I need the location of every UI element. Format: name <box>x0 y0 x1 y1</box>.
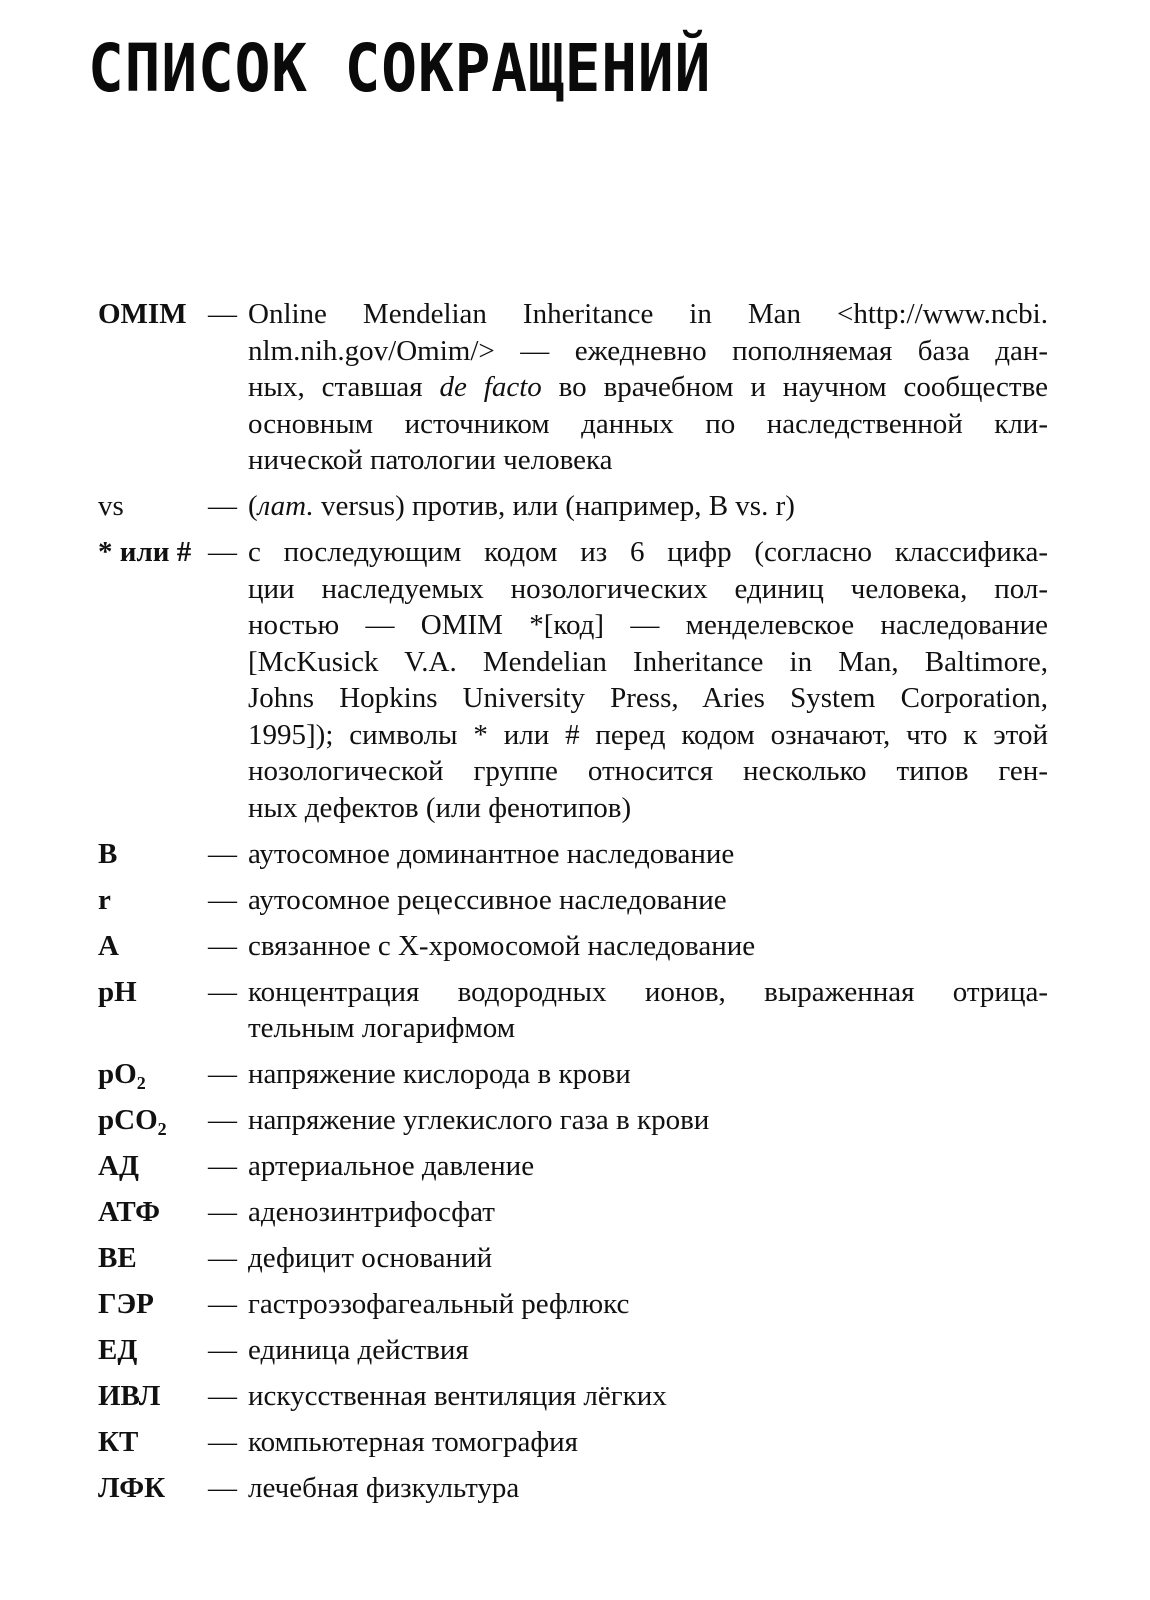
abbreviation-term: КТ <box>98 1426 139 1458</box>
definition-line: основным источником данных по наследственной кли- <box>248 407 1048 440</box>
abbreviation-definition: лечебная физкультура <box>248 1472 520 1504</box>
definition-text: ных, ставшая <box>248 371 440 403</box>
abbreviation-term: АД <box>98 1150 139 1182</box>
definition-line: нозологической группе относится несколько типов ген- <box>248 755 1048 787</box>
entry-dash: — <box>208 1058 237 1090</box>
abbreviation-entry-pco2 <box>98 1102 1048 1139</box>
abbreviation-term <box>98 1056 208 1093</box>
entry-dash: — <box>208 1104 237 1136</box>
entry-dash: — <box>208 1242 237 1274</box>
abbreviation-term: ГЭР <box>98 1288 154 1320</box>
definition-italic-text: лат. <box>257 490 314 522</box>
definition-line: Online Mendelian Inheritance in Man <http://www.ncbi. <box>248 298 1048 330</box>
entry-dash: — <box>208 1334 237 1366</box>
entry-dash: — <box>208 929 237 962</box>
abbreviation-definition: единица действия <box>248 1334 469 1366</box>
entry-dash: — <box>208 1150 237 1182</box>
abbreviation-entry-kt <box>98 1424 1048 1461</box>
definition-text: ( <box>248 490 258 522</box>
abbreviation-definition: аутосомное рецессивное наследование <box>248 883 727 916</box>
entry-dash: — <box>208 536 237 568</box>
definition-text: versus) против, или (например, B vs. r) <box>313 490 795 522</box>
definition-line: тельным логарифмом <box>248 1012 516 1044</box>
definition-line: ции наследуемых нозологических единиц человека, пол- <box>248 572 1048 605</box>
entry-dash: — <box>208 1288 237 1320</box>
abbreviation-entry-ger <box>98 1286 1048 1323</box>
abbreviation-term: B <box>98 837 118 870</box>
abbreviation-entry-r <box>98 882 1048 919</box>
definition-line: ных дефектов (или фенотипов) <box>248 791 632 824</box>
definition-line <box>248 369 1048 406</box>
abbreviation-definition: гастроэзофагеальный рефлюкс <box>248 1288 630 1320</box>
abbreviation-entry-asterisk-or-hash <box>98 534 1048 826</box>
entry-dash: — <box>208 298 237 330</box>
abbreviation-term-subscript: 2 <box>157 1119 167 1139</box>
entry-dash: — <box>208 1380 237 1412</box>
entry-dash: — <box>208 1426 237 1458</box>
abbreviation-definition: компьютерная томография <box>248 1426 578 1458</box>
definition-line: с последующим кодом из 6 цифр (согласно классифика- <box>248 536 1048 568</box>
page-title: СПИСОК СОКРАЩЕНИЙ <box>88 30 712 107</box>
definition-text: во врачебном и научном сообществе <box>541 371 1049 403</box>
abbreviation-term: * или # <box>98 536 192 568</box>
abbreviation-term: ИВЛ <box>98 1380 161 1412</box>
abbreviation-entry-atf <box>98 1194 1048 1231</box>
entry-dash: — <box>208 837 237 870</box>
abbreviation-entry-b <box>98 836 1048 873</box>
abbreviation-entry-ed <box>98 1332 1048 1369</box>
abbreviation-term <box>98 1102 208 1139</box>
abbreviation-list <box>98 296 1048 1516</box>
abbreviation-term: ЛФК <box>98 1472 166 1504</box>
abbreviation-entry-ad <box>98 1148 1048 1185</box>
abbreviation-entry-a <box>98 928 1048 965</box>
abbreviation-definition <box>248 534 1048 826</box>
abbreviation-definition: артериальное давление <box>248 1150 535 1182</box>
definition-line: nlm.nih.gov/Omim/> — ежедневно пополняемая база дан- <box>248 334 1048 367</box>
entry-dash: — <box>208 975 237 1008</box>
definition-line: 1995]); символы * или # перед кодом означают, что к этой <box>248 718 1048 751</box>
abbreviation-term-main: pO <box>98 1058 137 1090</box>
definition-line: Johns Hopkins University Press, Aries System Corporation, <box>248 682 1048 714</box>
abbreviation-definition: аденозинтрифосфат <box>248 1196 495 1228</box>
entry-dash: — <box>208 883 237 916</box>
entry-dash: — <box>208 1196 237 1228</box>
abbreviation-term: vs <box>98 490 124 522</box>
abbreviation-term: A <box>98 929 119 962</box>
abbreviation-definition <box>248 296 1048 479</box>
abbreviation-entry-lfk <box>98 1470 1048 1507</box>
definition-line: ностью — OMIM *[код] — менделевское наследование <box>248 609 1048 641</box>
abbreviation-term: r <box>98 883 111 916</box>
abbreviation-definition: напряжение углекислого газа в крови <box>248 1104 710 1136</box>
abbreviation-entry-ivl <box>98 1378 1048 1415</box>
abbreviation-entry-po2 <box>98 1056 1048 1093</box>
abbreviation-entry-ph <box>98 974 1048 1047</box>
abbreviation-definition <box>248 974 1048 1047</box>
abbreviation-term: pH <box>98 975 137 1008</box>
abbreviation-term: АТФ <box>98 1196 161 1228</box>
abbreviation-definition: напряжение кислорода в крови <box>248 1058 631 1090</box>
abbreviation-definition: дефицит оснований <box>248 1242 493 1274</box>
abbreviation-entry-omim <box>98 296 1048 479</box>
abbreviation-definition: искусственная вентиляция лёгких <box>248 1380 667 1412</box>
abbreviation-entry-vs <box>98 488 1048 525</box>
abbreviation-entry-be <box>98 1240 1048 1277</box>
definition-line: концентрация водородных ионов, выраженная отрица- <box>248 975 1048 1008</box>
entry-dash: — <box>208 490 237 522</box>
abbreviation-term-subscript: 2 <box>136 1073 146 1093</box>
definition-line: [McKusick V.A. Mendelian Inheritance in Man, Baltimore, <box>248 645 1048 678</box>
definition-italic-text: de facto <box>439 371 542 403</box>
abbreviation-definition: связанное с Х-хромосомой наследование <box>248 929 756 962</box>
abbreviation-term: ЕД <box>98 1334 138 1366</box>
abbreviation-term: OMIM <box>98 298 187 330</box>
definition-line: нической патологии человека <box>248 444 613 476</box>
abbreviation-definition <box>248 488 1048 525</box>
entry-dash: — <box>208 1472 237 1504</box>
abbreviation-term: BE <box>98 1242 137 1274</box>
abbreviation-term-main: pCO <box>98 1104 158 1136</box>
abbreviation-definition: аутосомное доминантное наследование <box>248 837 735 870</box>
